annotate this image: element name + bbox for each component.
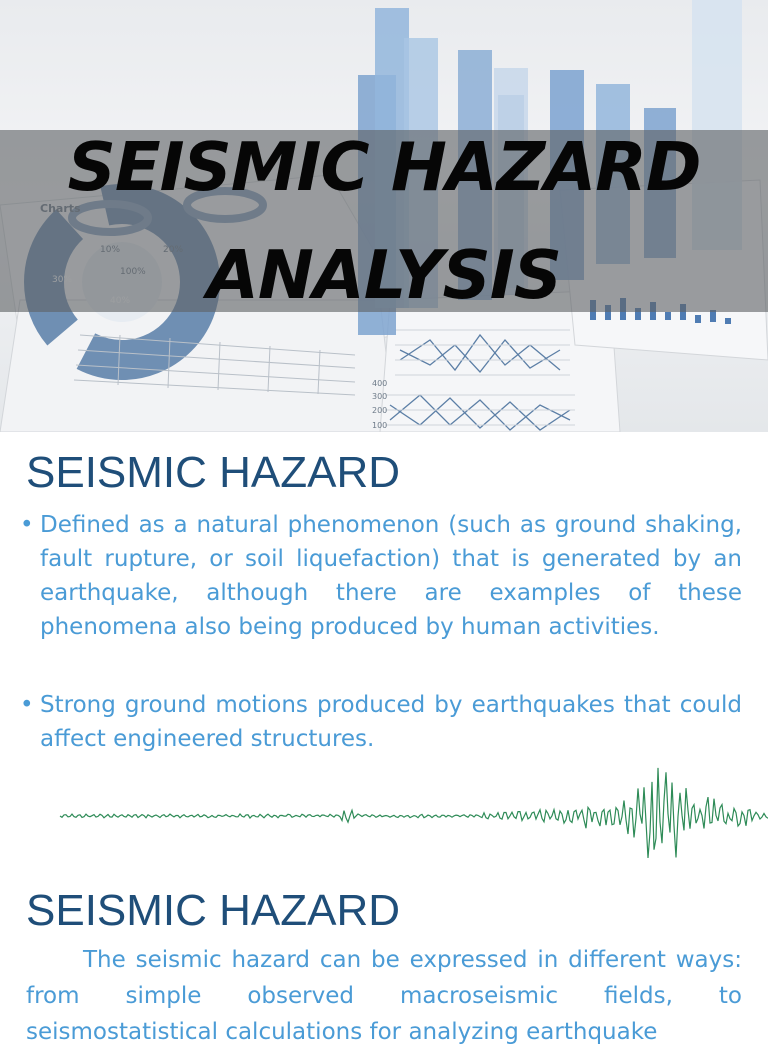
definition-slide [0,432,768,864]
bullet-text: Defined as a natural phenomenon (such as ground shaking, fault rupture, or soil liquefaction) that is generated by an earthquake, although there are examples of these phenomena also being produced by human activities. [40,512,742,640]
bullet-marker: • [20,512,34,538]
body-paragraph: The seismic hazard can be expressed in different ways: from simple observed macroseismic fields, to seismostatistical calculations for analyzing earthquake [26,947,742,1045]
bullet-text: Strong ground motions produced by earthquakes that could affect engineered structures. [40,692,742,752]
bullet-marker: • [20,692,34,718]
axis-label: 100 [372,421,388,430]
expression-slide [0,864,768,1045]
axis-label: 300 [372,392,388,401]
seismogram-trace [60,768,768,858]
title-line-2: ANALYSIS [207,236,561,314]
bullet-item [20,508,742,644]
bullet-item [20,688,742,756]
axis-label: 400 [372,379,388,388]
slide-heading: SEISMIC HAZARD [26,448,401,497]
seismogram-waveform [60,762,768,864]
title-slide [0,0,768,432]
slide-heading: SEISMIC HAZARD [26,886,401,935]
title-line-1: SEISMIC HAZARD [67,128,701,206]
axis-label: 200 [372,406,388,415]
